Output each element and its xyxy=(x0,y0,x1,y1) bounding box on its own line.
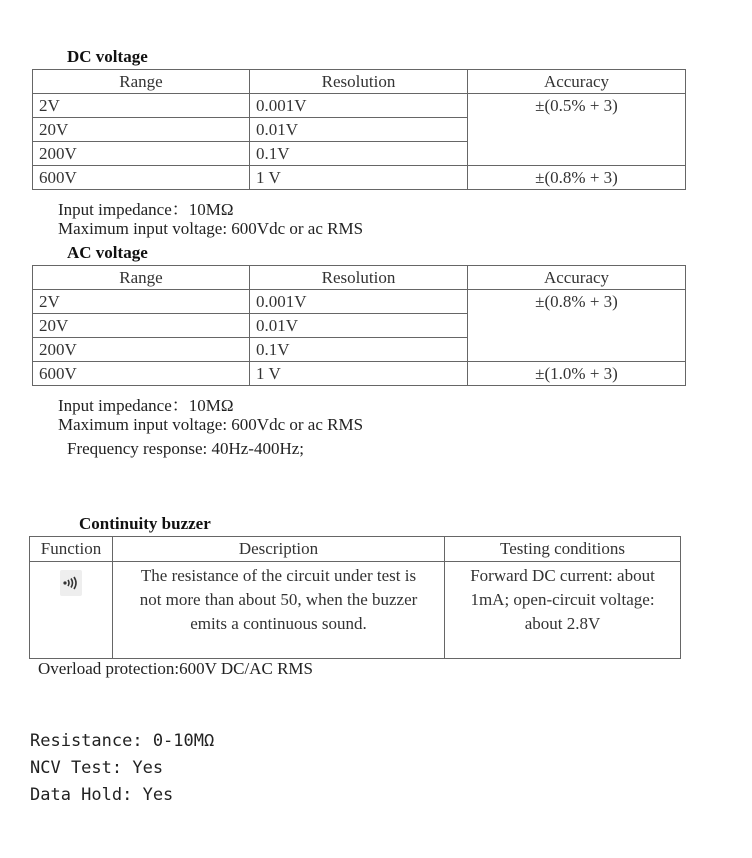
table-row xyxy=(33,94,686,118)
ac-max-voltage: Maximum input voltage: 600Vdc or ac RMS xyxy=(58,415,364,434)
conditions-line: Forward DC current: about xyxy=(470,566,655,585)
description-line: emits a continuous sound. xyxy=(190,614,367,633)
conditions-line: about 2.8V xyxy=(524,614,601,633)
resolution-cell: 1 V xyxy=(250,166,468,190)
resolution-cell: 1 V xyxy=(250,362,468,386)
header-range: Range xyxy=(33,266,250,290)
dc-max-voltage: Maximum input voltage: 600Vdc or ac RMS xyxy=(58,219,364,238)
ac-frequency-response: Frequency response: 40Hz-400Hz; xyxy=(67,439,304,458)
resolution-cell: 0.1V xyxy=(250,338,468,362)
range-cell: 600V xyxy=(33,166,250,190)
range-cell: 2V xyxy=(33,290,250,314)
resolution-cell: 0.001V xyxy=(250,290,468,314)
accuracy-cell: ±(0.8% + 3) xyxy=(468,166,686,190)
table-header-row xyxy=(33,266,686,290)
table-row xyxy=(30,562,681,659)
table-row xyxy=(33,362,686,386)
continuity-table xyxy=(29,536,681,659)
ncv-test-spec: NCV Test: Yes xyxy=(30,758,164,778)
ac-voltage-title: AC voltage xyxy=(67,243,148,262)
header-range: Range xyxy=(33,70,250,94)
continuity-title: Continuity buzzer xyxy=(79,514,211,533)
conditions-line: 1mA; open-circuit voltage: xyxy=(470,590,655,609)
dc-input-impedance: Input impedance：10MΩ xyxy=(58,200,234,219)
description-cell xyxy=(113,562,445,659)
header-accuracy: Accuracy xyxy=(468,70,686,94)
resolution-cell: 0.1V xyxy=(250,142,468,166)
resolution-cell: 0.01V xyxy=(250,118,468,142)
data-hold-spec: Data Hold: Yes xyxy=(30,785,174,805)
table-row xyxy=(33,290,686,314)
range-cell: 600V xyxy=(33,362,250,386)
conditions-cell xyxy=(445,562,681,659)
table-header-row xyxy=(30,537,681,562)
accuracy-cell: ±(0.8% + 3) xyxy=(468,290,686,362)
header-conditions: Testing conditions xyxy=(445,537,681,562)
range-cell: 20V xyxy=(33,314,250,338)
dc-voltage-title: DC voltage xyxy=(67,47,148,66)
description-line: The resistance of the circuit under test is xyxy=(140,566,417,585)
resolution-cell: 0.001V xyxy=(250,94,468,118)
function-cell xyxy=(30,562,113,659)
ac-voltage-table xyxy=(32,265,686,386)
header-resolution: Resolution xyxy=(250,70,468,94)
header-accuracy: Accuracy xyxy=(468,266,686,290)
range-cell: 200V xyxy=(33,142,250,166)
header-description: Description xyxy=(113,537,445,562)
range-cell: 200V xyxy=(33,338,250,362)
dc-voltage-table xyxy=(32,69,686,190)
ac-input-impedance: Input impedance：10MΩ xyxy=(58,396,234,415)
resistance-spec: Resistance: 0-10MΩ xyxy=(30,731,215,751)
resolution-cell: 0.01V xyxy=(250,314,468,338)
range-cell: 20V xyxy=(33,118,250,142)
accuracy-cell: ±(0.5% + 3) xyxy=(468,94,686,166)
overload-protection: Overload protection:600V DC/AC RMS xyxy=(38,659,313,678)
header-function: Function xyxy=(30,537,113,562)
accuracy-cell: ±(1.0% + 3) xyxy=(468,362,686,386)
buzzer-icon xyxy=(60,570,82,596)
description-line: not more than about 50, when the buzzer xyxy=(139,590,418,609)
header-resolution: Resolution xyxy=(250,266,468,290)
range-cell: 2V xyxy=(33,94,250,118)
table-header-row xyxy=(33,70,686,94)
table-row xyxy=(33,166,686,190)
